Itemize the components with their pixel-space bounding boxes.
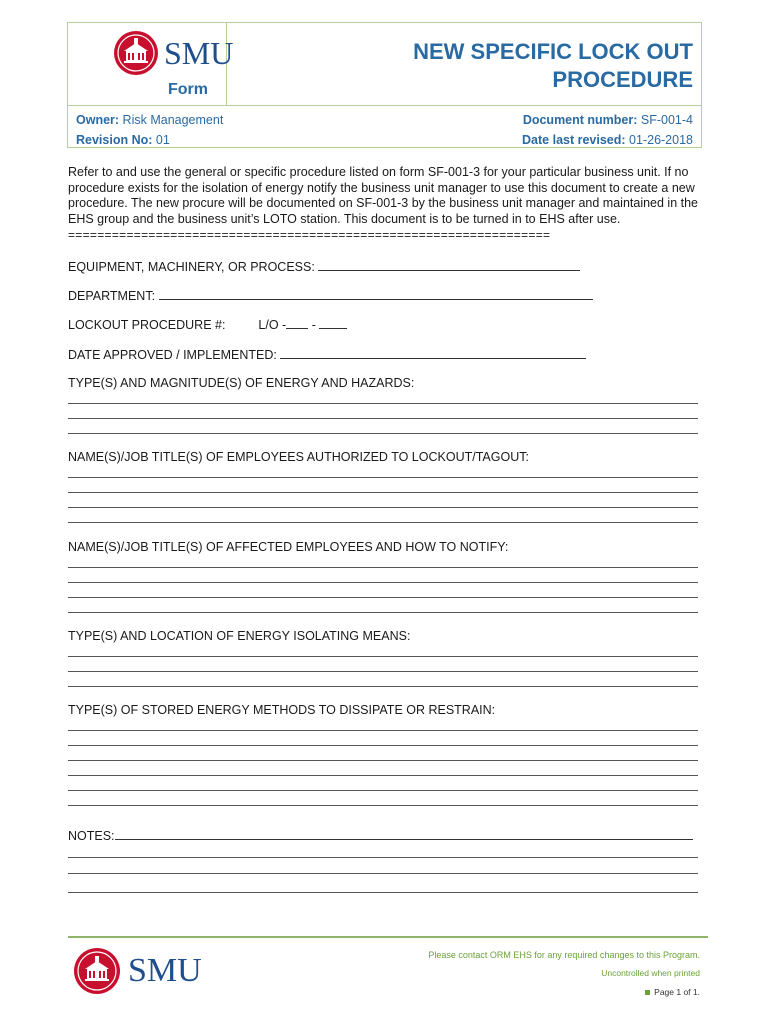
equipment-label: EQUIPMENT, MACHINERY, OR PROCESS: (68, 260, 315, 274)
date-approved-label: DATE APPROVED / IMPLEMENTED: (68, 348, 277, 362)
date-revised-field (522, 133, 693, 147)
stored-energy-line-2[interactable] (68, 745, 698, 746)
energy-types-line-1[interactable] (68, 403, 698, 404)
department-label: DEPARTMENT: (68, 289, 156, 303)
authorized-line-3[interactable] (68, 507, 698, 508)
stored-energy-line-6[interactable] (68, 805, 698, 806)
footer-smu-wordmark: SMU (128, 952, 202, 989)
stored-energy-line-1[interactable] (68, 730, 698, 731)
revision-label: Revision No: (76, 133, 153, 147)
date-value: 01-26-2018 (629, 133, 693, 147)
intro-paragraph: Refer to and use the general or specific procedure listed on form SF-001-3 for your particular business unit. If no procedure exists for the isolation of energy notify the business unit manager to use this document to create a new procedure. The new procure will be documented on SF-001-3 by the business unit manager and maintained in the EHS group and the business unit’s LOTO station. This document is to be turned in to EHS after use. (68, 165, 699, 226)
document-number-field (523, 113, 693, 127)
notes-line-3[interactable] (68, 892, 698, 893)
authorized-line-1[interactable] (68, 477, 698, 478)
owner-field (76, 113, 223, 127)
docnum-value: SF-001-4 (640, 113, 693, 127)
date-approved-field (68, 346, 586, 362)
footer-page-number (645, 987, 700, 997)
stored-energy-line-5[interactable] (68, 790, 698, 791)
lockout-code-prefix: L/O - (258, 318, 287, 332)
equipment-input-line[interactable] (318, 258, 580, 271)
authorized-line-2[interactable] (68, 492, 698, 493)
title-line-2: PROCEDURE (552, 67, 693, 92)
affected-line-1[interactable] (68, 567, 698, 568)
notes-line-0[interactable] (115, 827, 693, 840)
authorized-label: NAME(S)/JOB TITLE(S) OF EMPLOYEES AUTHORIZED TO LOCKOUT/TAGOUT: (68, 450, 529, 464)
notes-line-1[interactable] (68, 857, 698, 858)
form-header (67, 22, 702, 148)
equipment-field (68, 258, 580, 274)
smu-wordmark: SMU (164, 35, 234, 71)
bullet-square-icon (645, 990, 650, 995)
affected-label: NAME(S)/JOB TITLE(S) OF AFFECTED EMPLOYEES AND HOW TO NOTIFY: (68, 540, 509, 554)
footer-contact-note: Please contact ORM EHS for any required changes to this Program. (428, 950, 700, 960)
notes-field (68, 827, 693, 843)
stored-energy-line-4[interactable] (68, 775, 698, 776)
separator-line: ================================================================== (68, 228, 551, 242)
title-line-1: NEW SPECIFIC LOCK OUT (413, 39, 693, 64)
authorized-line-4[interactable] (68, 522, 698, 523)
owner-label: Owner: (76, 113, 120, 127)
date-label: Date last revised: (522, 133, 626, 147)
smu-logo (112, 29, 262, 77)
form-label: Form (168, 81, 208, 98)
stored-energy-line-3[interactable] (68, 760, 698, 761)
lockout-number-field (68, 316, 347, 332)
date-approved-input-line[interactable] (280, 346, 586, 359)
isolating-label: TYPE(S) AND LOCATION OF ENERGY ISOLATING MEANS: (68, 629, 411, 643)
footer-rule (68, 936, 708, 938)
energy-types-line-2[interactable] (68, 418, 698, 419)
isolating-line-3[interactable] (68, 686, 698, 687)
document-title (313, 38, 693, 94)
affected-line-4[interactable] (68, 612, 698, 613)
revision-value: 01 (155, 133, 170, 147)
isolating-line-1[interactable] (68, 656, 698, 657)
stored-energy-label: TYPE(S) OF STORED ENERGY METHODS TO DISSIPATE OR RESTRAIN: (68, 703, 496, 717)
footer-smu-logo (72, 946, 222, 996)
revision-field (76, 133, 170, 147)
affected-line-3[interactable] (68, 597, 698, 598)
lockout-number-label: LOCKOUT PROCEDURE #: (68, 318, 226, 332)
isolating-line-2[interactable] (68, 671, 698, 672)
department-input-line[interactable] (159, 287, 593, 300)
notes-label: NOTES: (68, 829, 115, 843)
energy-types-label: TYPE(S) AND MAGNITUDE(S) OF ENERGY AND HAZARDS: (68, 376, 415, 390)
lockout-code-part1-line[interactable] (286, 316, 308, 329)
owner-value: Risk Management (122, 113, 224, 127)
header-divider-horizontal (68, 105, 701, 106)
page-number-text: Page 1 of 1. (654, 987, 700, 997)
notes-line-2[interactable] (68, 873, 698, 874)
energy-types-line-3[interactable] (68, 433, 698, 434)
footer-uncontrolled-note: Uncontrolled when printed (601, 968, 700, 978)
lockout-code-dash: - (311, 318, 316, 332)
department-field (68, 287, 593, 303)
lockout-code-part2-line[interactable] (319, 316, 347, 329)
affected-line-2[interactable] (68, 582, 698, 583)
docnum-label: Document number: (522, 113, 638, 127)
